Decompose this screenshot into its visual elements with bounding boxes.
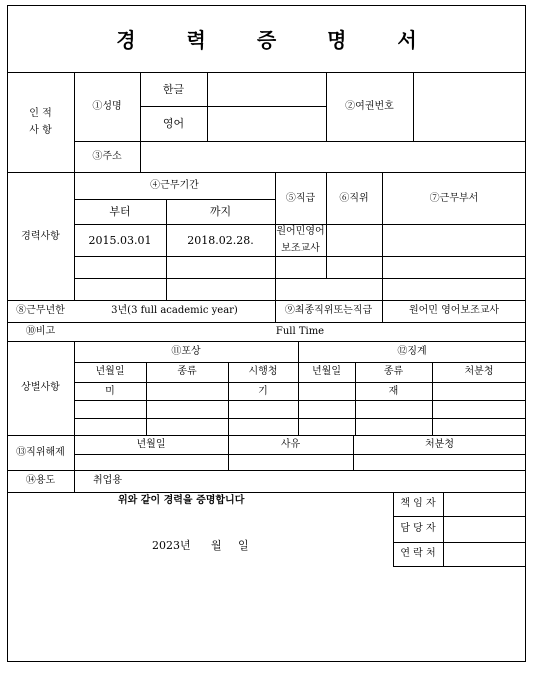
personal-section-label-line1: 인 적 (29, 108, 52, 119)
to-label: 까지 (209, 205, 232, 218)
remarks-label: ⑩비고 (25, 326, 56, 337)
rule (7, 322, 526, 323)
in-charge-label: 담 당 자 (400, 523, 436, 534)
rule (7, 470, 526, 471)
career-to-date: 2018.02.28. (187, 234, 254, 247)
final-position-value: 원어민 영어보조교사 (408, 305, 500, 316)
purpose-label: ⑭용도 (25, 475, 56, 486)
dept-label: ⑦근무부서 (429, 193, 479, 204)
rule (74, 199, 275, 200)
purpose-value: 취업용 (93, 475, 122, 486)
period-label: ④근무기간 (150, 180, 199, 191)
discipline-type-header: 종류 (383, 366, 404, 377)
empty-mark-3: 재 (388, 386, 399, 397)
remarks-value: Full Time (275, 326, 325, 337)
discipline-date-header: 년월일 (312, 366, 341, 377)
dismissal-reason-header: 사유 (280, 439, 301, 450)
rule (74, 382, 526, 383)
day-unit: 일 (238, 539, 249, 552)
position-label: ⑥직위 (339, 193, 369, 204)
rule (74, 341, 75, 492)
dismissal-date-header: 년월일 (136, 439, 166, 450)
responsible-label: 책 임 자 (400, 498, 436, 509)
rule (7, 341, 526, 342)
address-label: ③주소 (92, 151, 122, 162)
from-label: 부터 (109, 205, 131, 218)
grade-label: ⑤직급 (285, 193, 316, 204)
passport-number-field[interactable] (414, 73, 525, 141)
page-title: 경 력 증 명 서 (116, 28, 439, 52)
rule (7, 435, 526, 436)
year-unit: 년 (180, 539, 191, 552)
personal-section-label-line2: 사 항 (29, 125, 52, 136)
discipline-authority-header: 처분청 (464, 366, 494, 377)
rule (74, 400, 526, 401)
rule (74, 224, 526, 225)
career-grade-line1: 원어민영어 (276, 226, 325, 237)
issue-year: 2023 (152, 539, 180, 552)
name-label: ①성명 (92, 101, 122, 112)
contact-field[interactable] (444, 543, 525, 566)
dismissal-label: ⑬직위해제 (16, 447, 65, 458)
contact-label: 연 락 처 (400, 548, 436, 559)
certification-statement: 위와 같이 경력을 증명합니다 (118, 495, 245, 506)
career-grade-line2: 보조교사 (281, 243, 320, 254)
rule (74, 418, 526, 419)
rule (74, 278, 526, 279)
responsible-field[interactable] (444, 493, 525, 516)
rule (326, 172, 327, 278)
in-charge-field[interactable] (444, 517, 525, 542)
english-name-field[interactable] (208, 107, 326, 141)
empty-mark-1: 미 (105, 386, 115, 397)
hangul-label: 한글 (162, 83, 185, 96)
rule (7, 300, 526, 301)
rule (74, 362, 526, 363)
final-position-label: ⑨최종직위또는직급 (284, 305, 373, 316)
month-unit: 월 (211, 539, 222, 552)
career-section-label: 경력사항 (21, 231, 60, 242)
address-field[interactable] (141, 142, 525, 172)
years-label: ⑧근무년한 (16, 305, 65, 316)
hangul-name-field[interactable] (208, 73, 326, 106)
award-date-header: 년월일 (95, 366, 125, 377)
empty-mark-2: 기 (258, 386, 268, 397)
award-authority-header: 시행청 (248, 366, 278, 377)
rule (74, 256, 526, 257)
discipline-label: ⑫징계 (397, 346, 427, 357)
rule (74, 454, 526, 455)
passport-label: ②여권번호 (345, 101, 394, 112)
dismissal-authority-header: 처분청 (425, 439, 454, 450)
award-type-header: 종류 (177, 366, 197, 377)
rewards-section-label: 상벌사항 (21, 382, 60, 393)
rule (7, 172, 526, 173)
career-from-date: 2015.03.01 (88, 234, 152, 247)
award-label: ⑪포상 (171, 346, 201, 357)
years-value: 3년(3 full academic year) (111, 305, 238, 316)
english-label: 영어 (162, 117, 185, 130)
rule (393, 566, 526, 567)
